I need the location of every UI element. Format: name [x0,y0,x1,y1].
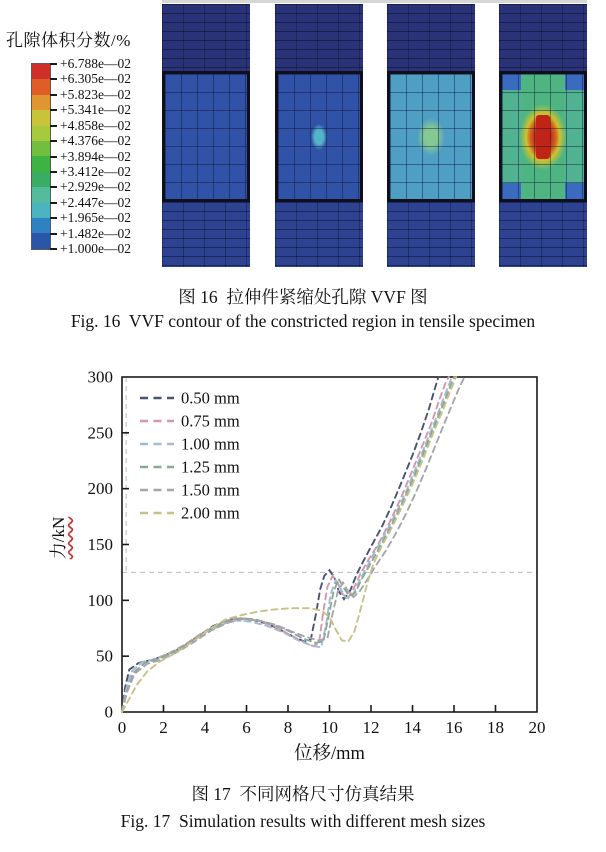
series-curve-150mm [122,377,464,712]
specimen-contour-stage-3-spreading-vvf [387,4,475,267]
series-curve-100mm [122,377,452,712]
specimen-grip-top [387,4,475,71]
colorbar-tick [50,140,57,142]
mesh-grid [275,202,363,267]
specimen-grip-top [275,4,363,71]
x-tick-label: 6 [242,718,251,737]
colorbar-tick [50,156,57,158]
colorbar-value-label: +4.858e—02 [60,117,131,133]
mesh-grid [162,4,250,71]
colorbar-tick [50,202,57,204]
colorbar-segment [32,233,50,248]
colorbar-tick [50,78,57,80]
colorbar-segment [32,95,50,110]
colorbar-segment [32,203,50,218]
colorbar-tick [50,109,57,111]
mesh-grid [390,74,472,199]
mesh-grid [162,202,250,267]
x-tick-label: 14 [404,718,421,737]
colorbar-value-label: +5.823e—02 [60,86,131,102]
colorbar-tick [50,63,57,65]
x-axis-label: 位移/mm [294,744,365,764]
x-tick-label: 2 [159,718,168,737]
constricted-region-box [499,71,587,202]
colorbar-segment [32,156,50,171]
specimen-grip-bottom [275,202,363,267]
y-tick-label: 50 [96,646,113,666]
colorbar-segment [32,64,50,79]
legend-label-050mm: 0.50 mm [181,388,240,408]
series-curve-050mm [122,377,438,712]
x-tick-label: 8 [283,718,293,737]
specimen-contour-stage-2-small-central-void [275,4,363,267]
x-tick-label: 20 [528,718,546,737]
colorbar-tick [50,125,57,127]
constricted-region-box [387,71,475,202]
legend-label-200mm: 2.00 mm [181,503,240,523]
fig17-caption-zh: 图 17 不同网格尺寸仿真结果 [191,784,415,804]
colorbar-segment [32,79,50,94]
fig16-caption-en: Fig. 16 VVF contour of the constricted region in tensile specimen [70,311,536,331]
y-tick-label: 300 [87,367,113,387]
colorbar-segment [32,110,50,125]
colorbar-value-label: +4.376e—02 [60,133,131,149]
specimen-contour-stage-1-uniform-low-vvf [162,4,250,267]
legend-label-150mm: 1.50 mm [181,480,240,500]
x-tick-label: 12 [362,718,380,737]
colorbar-value-label: +6.788e—02 [60,56,131,71]
y-tick-label: 250 [87,423,113,443]
series-curve-075mm [122,377,449,712]
fig16-caption-zh: 图 16 拉伸件紧缩处孔隙 VVF 图 [178,287,428,307]
colorbar-tick [50,186,57,188]
x-tick-label: 18 [487,718,504,737]
y-tick-label: 0 [104,702,113,722]
series-curve-125mm [122,377,454,712]
colorbar-value-label: +1.482e—02 [60,225,131,241]
colorbar-value-label: +3.412e—02 [60,163,131,179]
colorbar-value-label: +1.000e—02 [60,241,131,256]
mesh-grid [387,202,475,267]
colorbar-value-label: +2.929e—02 [60,179,131,195]
colorbar [32,64,50,249]
colorbar-value-label: +3.894e—02 [60,148,131,164]
specimen-grip-bottom [387,202,475,267]
mesh-grid [275,4,363,71]
colorbar-value-label: +5.341e—02 [60,102,131,118]
mesh-grid [499,202,587,267]
x-tick-label: 4 [200,718,210,737]
constricted-region-box [275,71,363,202]
specimen-grip-bottom [162,202,250,267]
x-tick-label: 10 [321,718,338,737]
colorbar-tick [50,94,57,96]
y-tick-label: 200 [87,479,113,499]
series-curve-200mm [122,377,456,712]
colorbar-tick [50,233,57,235]
colorbar-value-label: +2.447e—02 [60,194,131,210]
colorbar-tick [50,171,57,173]
colorbar-value-label: +6.305e—02 [60,71,131,87]
y-axis-label: 力/kN [48,516,68,560]
y-tick-label: 150 [87,535,113,554]
fig17-caption-en: Fig. 17 Simulation results with different mesh sizes [120,811,486,831]
colorbar-segment [32,126,50,141]
y-tick-label: 100 [87,590,113,610]
colorbar-tick [50,217,57,219]
colorbar-segment [32,141,50,156]
specimen-grip-top [499,4,587,71]
x-tick-label: 16 [445,718,463,737]
colorbar-segment [32,218,50,233]
x-tick-label: 0 [117,718,127,737]
specimen-grip-bottom [499,202,587,267]
mesh-grid [499,4,587,71]
colorbar-segment [32,187,50,202]
colorbar-segment [32,172,50,187]
page-edge-strip [162,0,587,3]
legend-label-075mm: 0.75 mm [181,411,240,431]
legend-label-125mm: 1.25 mm [181,457,240,477]
constricted-region-box [162,71,250,202]
force-displacement-chart [0,360,606,772]
mesh-grid [387,4,475,71]
mesh-grid [278,74,360,199]
mesh-grid [502,74,584,199]
colorbar-value-label: +1.965e—02 [60,210,131,226]
specimen-contour-stage-4-critical-vvf [499,4,587,267]
specimen-grip-top [162,4,250,71]
colorbar-title: 孔隙体积分数/% [6,31,131,50]
colorbar-tick [50,248,57,250]
legend-label-100mm: 1.00 mm [181,434,240,454]
mesh-grid [165,74,247,199]
